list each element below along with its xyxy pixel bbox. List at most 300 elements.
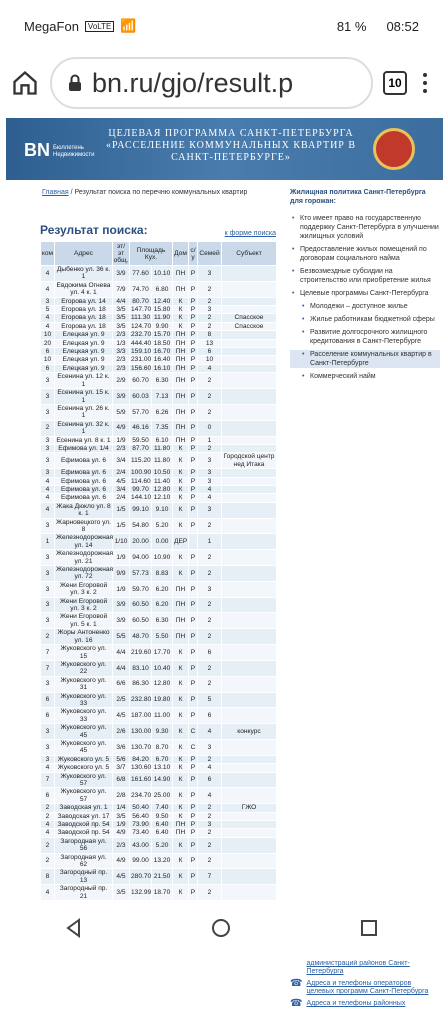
table-cell: ПН [173,356,189,364]
table-cell: Р [189,436,198,444]
table-cell: Р [189,613,198,629]
table-cell: 99.00 [130,853,152,869]
table-cell [222,281,277,297]
table-cell: 3 [41,597,55,613]
table-cell [222,348,277,356]
table-cell: 3/5 [113,306,130,314]
col-rooms-header: ком [41,242,55,266]
table-row [41,502,277,518]
table-cell: 2 [198,518,222,534]
table-cell: К [173,812,189,820]
table-cell: Р [189,676,198,692]
sidebar-heading: Жилищная политика Санкт-Петербурга для горожан: [290,189,426,205]
table-cell [222,477,277,485]
table-cell: 12.10 [152,494,173,502]
table-row [41,404,277,420]
table-cell: 3/5 [113,812,130,820]
table-cell: Р [189,297,198,305]
breadcrumb-home-link[interactable]: Главная [42,189,69,196]
table-cell: 87.70 [130,444,152,452]
table-row [41,676,277,692]
table-cell: Евдокима Огнева ул. 4 к. 1 [55,281,113,297]
table-row [41,331,277,339]
table-cell: Р [189,764,198,772]
table-cell [222,837,277,853]
col-house-header: Дом [173,242,189,266]
table-cell [222,812,277,820]
contact-item[interactable] [290,1000,440,1008]
table-row [41,469,277,477]
table-cell: 77.60 [130,266,152,282]
table-cell: Р [189,804,198,812]
table-cell: 18.50 [152,339,173,347]
table-cell [189,534,198,550]
table-cell: 3 [198,477,222,485]
table-cell: Р [189,837,198,853]
table-cell: К [173,444,189,452]
contact-link[interactable]: Адреса и телефоны районных [306,1000,406,1007]
table-cell: 3 [41,297,55,305]
battery-label: 81 % [336,18,367,34]
table-cell: 4 [198,494,222,502]
table-cell: Дыбенко ул. 36 к. 1 [55,266,113,282]
table-row [41,821,277,829]
table-cell: Жарновецкого ул. 8 [56,518,111,533]
table-cell: 6 [198,708,222,724]
col-address-header: Адрес [55,242,113,266]
table-cell: 3 [198,821,222,829]
table-row [41,297,277,305]
table-cell: 11.40 [152,477,173,485]
table-cell: С [189,739,198,755]
table-cell [222,494,277,502]
table-cell: К [173,494,189,502]
table-cell: 3 [41,566,55,582]
table-cell: Р [189,266,198,282]
table-cell: Р [189,645,198,661]
table-cell: 9/9 [113,566,130,582]
table-cell: 99.70 [130,485,152,493]
table-cell: 3/3 [113,348,130,356]
site-logo[interactable]: BN Бюллетень Недвижимости [24,140,95,160]
table-row [41,660,277,676]
table-cell: 2 [198,812,222,820]
table-cell: 6.30 [152,613,173,629]
table-row [41,581,277,597]
table-cell: 130.00 [130,724,152,740]
sidebar-item[interactable]: • Предоставление жилых помещений по договорам социального найма [290,245,440,263]
table-cell: Р [189,373,198,389]
table-cell: 219.60 [130,645,152,661]
web-page [0,114,443,1009]
table-cell: К [173,314,189,322]
table-cell [222,356,277,364]
table-cell: 3 [41,755,55,763]
sidebar-item[interactable]: • Безвозмездные субсидии на строительство или приобретение жилья [290,267,440,285]
table-cell: 2 [198,613,222,629]
table-cell: 13 [198,339,222,347]
table-row [41,314,277,322]
table-cell: К [173,692,189,708]
table-cell: 7.35 [152,420,173,436]
table-cell: 60.03 [130,389,152,405]
col-area-header: Площадь Кух. [130,242,173,266]
table-cell: 9.10 [152,502,173,518]
table-cell: 11.80 [152,453,173,469]
table-cell: Р [189,829,198,837]
table-row [41,566,277,582]
table-cell: 48.70 [130,629,152,645]
table-cell: К [173,502,189,518]
breadcrumb-current: / Результат поиска по перечню коммунальных квартир [68,189,248,196]
table-cell: К [173,297,189,305]
table-cell: 2 [198,629,222,645]
table-cell: 57.70 [130,404,152,420]
table-cell: Жака Дюкло ул. 8 к. 1 [56,502,111,518]
table-cell: Есенина ул. 8 к. 1 [56,436,111,444]
table-cell: 2 [198,804,222,812]
table-cell: Спасское [222,314,277,322]
table-cell: К [173,566,189,582]
table-cell: 4 [41,281,55,297]
table-cell: 161.60 [130,772,152,788]
address-bar[interactable] [50,57,373,109]
sidebar-subitem-active[interactable]: • Расселение коммунальных квартир в Санкт-Петербурге [290,350,440,368]
table-cell: 3 [198,739,222,755]
main-content [40,188,276,951]
table-cell: 50.40 [130,804,152,812]
table-cell: 2/4 [113,494,130,502]
table-cell: 4 [41,266,55,282]
table-cell: 4 [41,829,55,837]
table-row [41,739,277,755]
table-cell: 1/9 [113,581,130,597]
table-row [41,420,277,436]
table-cell: ПН [173,404,189,420]
contact-link[interactable]: Адреса и телефоны операторов целевых программ Санкт-Петербурга [306,980,429,995]
table-cell: 2 [198,755,222,763]
table-cell: 3 [198,502,222,518]
home-icon[interactable] [10,68,40,98]
status-bar [0,0,443,52]
table-cell: 1 [41,534,55,550]
table-cell [222,420,277,436]
table-cell [222,597,277,613]
table-cell: 17.70 [152,645,173,661]
table-cell: 56.40 [130,812,152,820]
table-cell [222,331,277,339]
table-cell: 234.70 [130,788,152,804]
table-cell: 100.90 [131,469,152,477]
table-cell: Егорова ул. 18 [55,306,113,314]
table-cell: Р [189,453,198,469]
table-cell: Есенина ул. 15 к. 1 [55,389,113,405]
table-cell: Ефимова ул. 1/4 [55,444,113,452]
table-cell [222,708,277,724]
back-icon[interactable] [63,917,85,944]
table-cell: Жуковского ул. 15 [55,645,113,661]
table-cell: Елецкая ул. 9 [55,339,113,347]
table-cell: 3 [198,469,222,477]
table-cell: 99.10 [130,502,152,518]
table-cell [222,404,277,420]
table-cell [222,306,277,314]
table-cell: 2/4 [113,469,130,477]
table-cell: Жени Егоровой ул. 3 к. 2 [55,581,113,597]
table-cell: Р [189,339,198,347]
table-cell: 3 [41,613,55,629]
table-cell: 94.00 [130,550,152,566]
table-cell: 13.10 [152,764,173,772]
table-cell [222,436,277,444]
table-cell: ПН [173,436,189,444]
table-cell: К [173,660,189,676]
table-cell: 7 [41,645,55,661]
col-bath-header: с/ у [189,242,198,266]
table-cell [222,339,277,347]
table-cell: Заводская ул. 1 [55,804,113,812]
table-cell: ПН [173,339,189,347]
table-cell: Р [189,485,198,493]
table-cell: 3 [41,453,55,469]
table-cell: 4 [41,477,55,485]
table-cell: Р [189,821,198,829]
table-cell: 6 [41,364,55,372]
table-cell: Р [189,331,198,339]
table-cell: конкурс [222,724,277,740]
table-cell: 0.00 [152,534,173,550]
table-cell: Р [189,550,198,566]
recents-icon[interactable] [358,917,380,944]
table-cell: 2 [198,829,222,837]
table-cell: К [173,788,189,804]
table-cell: Загородная ул. 62 [55,853,113,869]
contacts-list [290,952,440,1012]
table-cell: 3 [41,436,55,444]
table-row [41,348,277,356]
table-row [41,837,277,853]
signal-icon: 📶 [120,18,137,33]
table-cell [222,534,277,550]
table-cell: 59.50 [130,436,152,444]
table-cell: 6 [198,772,222,788]
table-cell: 4 [41,314,55,322]
table-cell: 2/6 [113,724,130,740]
table-cell: Р [189,885,198,901]
table-cell [222,444,277,452]
table-cell: 147.70 [131,306,152,314]
table-cell: 86.30 [130,676,152,692]
table-cell: Р [189,692,198,708]
table-cell: 3 [41,444,55,452]
table-cell: 11.00 [152,708,173,724]
table-cell: Жуковского ул. 22 [55,660,113,676]
table-cell: 60.70 [130,373,152,389]
url-text: bn.ru/gjo/result.p [92,67,294,98]
table-cell: ПН [173,331,189,339]
table-cell: Р [189,708,198,724]
back-to-search-link[interactable]: к форме поиска [224,230,276,237]
table-cell: Р [189,566,198,582]
table-cell: Р [189,597,198,613]
table-row [41,869,277,885]
table-cell: Есенина ул. 12 к. 1 [55,373,113,389]
table-row [41,485,277,493]
table-cell: 15.80 [152,306,173,314]
table-cell: 16.40 [152,356,173,364]
table-cell: Р [189,477,198,485]
table-cell: 16.10 [152,364,173,372]
table-cell: 5/5 [113,629,130,645]
tab-switcher-button[interactable]: 10 [383,71,407,95]
emblem-icon [373,128,415,170]
table-cell: Р [189,812,198,820]
contact-item[interactable] [290,980,440,996]
table-cell: 2/3 [113,331,130,339]
table-cell: Егорова ул. 14 [55,297,113,305]
table-cell: К [173,708,189,724]
table-cell: 3 [41,373,55,389]
table-cell: Жуковского ул. 45 [55,739,113,755]
table-cell: 4 [41,821,55,829]
table-cell: 231.00 [131,356,152,364]
table-cell: Жуковского ул. 33 [55,692,113,708]
table-cell [222,485,277,493]
table-row [41,339,277,347]
table-cell: ПН [173,266,189,282]
table-cell: 2 [198,676,222,692]
table-cell: 12.80 [152,485,173,493]
sidebar-subitem[interactable]: • Жилье работникам бюджетной сферы [290,315,440,324]
table-cell: Жуковского ул. 5 [55,755,113,763]
table-cell: 2 [198,297,222,305]
table-cell: К [173,645,189,661]
table-cell [222,660,277,676]
table-cell: 5.50 [152,629,173,645]
table-cell: Р [189,788,198,804]
table-cell: 3 [198,266,222,282]
table-cell: 2 [198,389,222,405]
table-cell: 2 [41,853,55,869]
table-cell: 2 [198,597,222,613]
table-cell: 3 [41,724,55,740]
table-cell: 6 [41,788,55,804]
table-row [41,453,277,469]
table-cell: 3 [198,306,222,314]
more-menu-icon[interactable] [417,71,433,95]
volte-badge: VoLTE [85,21,114,32]
table-cell: Р [189,444,198,452]
table-cell: 2 [41,420,55,436]
table-cell: Р [189,364,198,372]
sidebar-subitem[interactable]: • Развитие долгосрочного жилищного кредитования в Санкт-Петербурге [290,328,440,346]
table-cell: 4 [41,764,55,772]
table-cell: 6.70 [152,755,173,763]
sidebar-item[interactable]: • Кто имеет право на государственную поддержку Санкт-Петербурга в улучшении жилищных условий [290,214,440,241]
table-cell: 2 [198,566,222,582]
table-cell: К [173,518,189,534]
table-cell: 3 [41,389,55,405]
table-cell: 1/5 [113,502,130,518]
table-cell: Р [189,420,198,436]
home-nav-icon[interactable] [210,917,232,944]
table-cell [222,502,277,518]
table-cell: К [173,755,189,763]
table-cell: 7.13 [152,389,173,405]
table-cell: Есенина ул. 32 к. 1 [55,420,113,436]
table-cell: 6/8 [113,772,130,788]
table-cell: Р [189,581,198,597]
table-cell [222,885,277,901]
table-cell [222,755,277,763]
table-cell: 21.50 [152,869,173,885]
sidebar-item[interactable]: • Целевые программы Санкт-Петербурга [290,289,440,298]
table-cell: К [173,764,189,772]
table-cell: 14.90 [152,772,173,788]
table-cell: 73.90 [130,821,152,829]
table-cell: 13.20 [152,853,173,869]
table-cell: 3/6 [113,739,130,755]
table-cell: 5/9 [113,404,130,420]
lock-icon [68,68,82,99]
table-cell: 10.10 [152,266,173,282]
table-cell: 1/4 [113,804,130,812]
table-cell [222,772,277,788]
table-row [41,494,277,502]
table-cell: Р [189,469,198,477]
table-row [41,534,277,550]
table-cell [222,739,277,755]
contact-link[interactable]: администраций районов Санкт-Петербурга [306,960,410,975]
table-cell: Железнодорожная ул. 21 [56,550,114,565]
sidebar-subitem[interactable]: • Молодежи – доступное жилье [290,302,440,311]
table-cell: 3/4 [113,453,130,469]
table-row [41,322,277,330]
table-cell: 280.70 [130,869,152,885]
table-cell: Заводской пр. 54 [55,821,113,829]
table-cell: 3 [41,469,55,477]
table-cell [222,676,277,692]
table-cell [222,692,277,708]
table-cell: ПН [173,389,189,405]
table-cell: 10 [198,356,222,364]
table-cell: 4/4 [113,660,130,676]
table-cell: Загородный пр. 21 [55,885,113,901]
table-cell: 144.10 [131,494,152,502]
sidebar-subitem[interactable]: • Коммерческий найм [290,372,440,381]
table-cell: 3/9 [113,389,130,405]
table-cell: 0 [198,420,222,436]
table-cell: 3/9 [113,613,130,629]
table-cell: 4 [198,764,222,772]
table-cell: 114.60 [131,477,151,485]
table-cell: 5 [198,692,222,708]
table-cell: 73.40 [130,829,152,837]
table-cell: ПН [173,829,189,837]
table-row [41,477,277,485]
table-cell: 60.50 [130,597,152,613]
carrier-label: MegaFon [24,18,79,34]
sidebar [290,188,440,1009]
table-cell [222,389,277,405]
table-cell: 4/4 [113,297,130,305]
table-cell: 6 [41,692,55,708]
table-cell: 6 [41,708,55,724]
table-cell: 1/9 [113,436,130,444]
table-cell: 1/9 [113,550,130,566]
table-cell: Р [189,314,198,322]
table-row [41,613,277,629]
